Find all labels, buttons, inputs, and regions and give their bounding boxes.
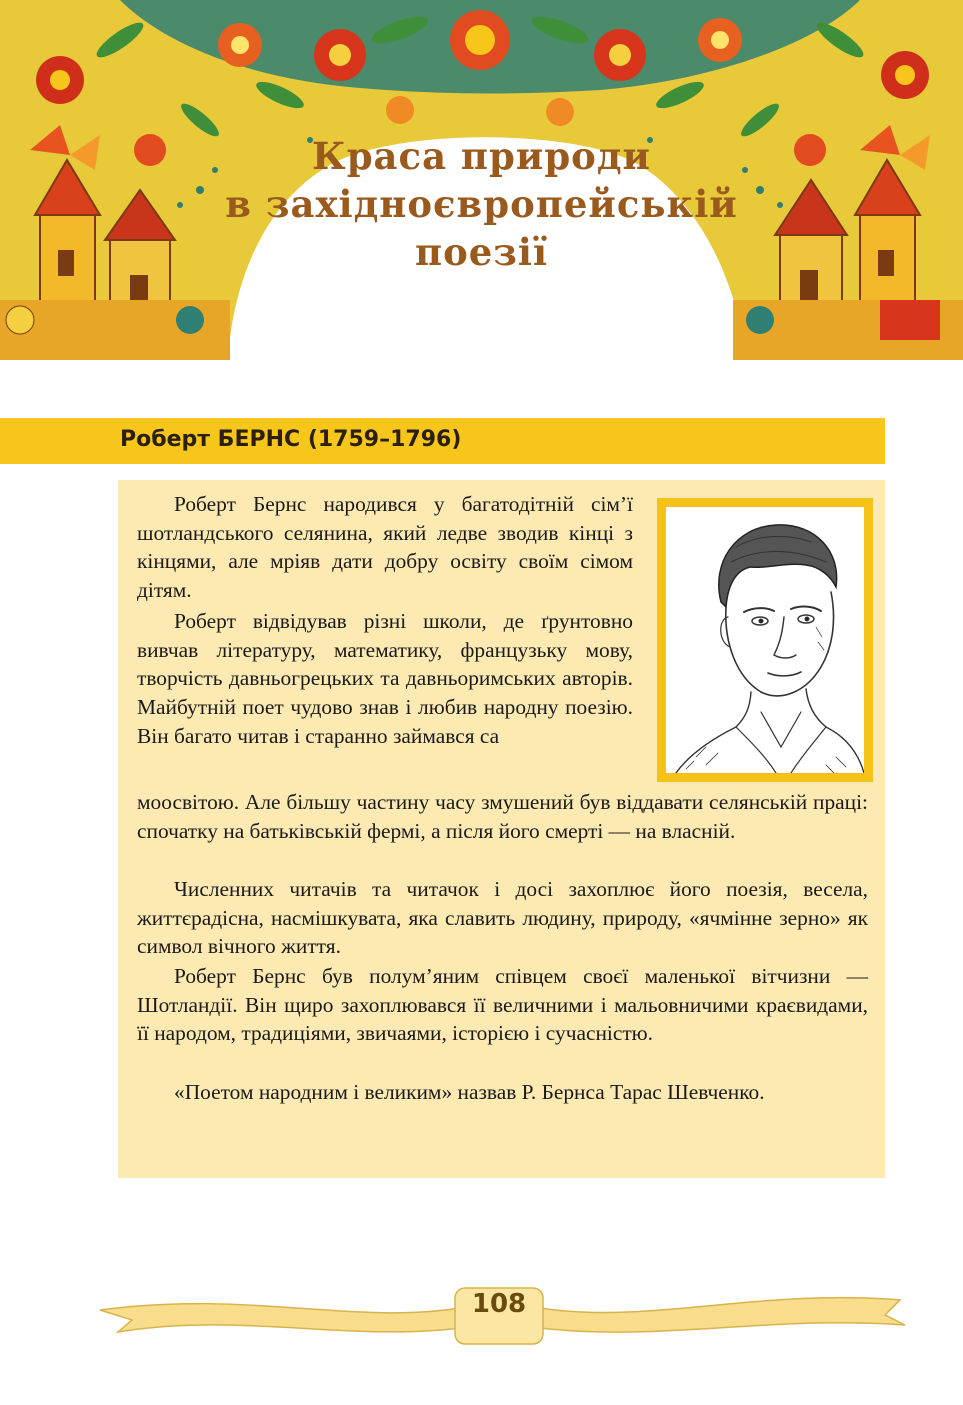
section-heading: Роберт БЕРНС (1759–1796) — [120, 427, 462, 452]
bio-paragraph-2: Роберт відвідував різні школи, де ґрунтовно вивчав літературу, математику, французьку мову, творчість давньогрецьких та давньоримських авторів. Майбутній поет чудово знав і любив народну поезію. Він багато читав і старанно займався са — [137, 609, 633, 748]
bio-paragraph-5: «Поетом народним і великим» назвав Р. Бернса Тарас Шевченко. — [174, 1080, 765, 1104]
bio-paragraph-1: Роберт Бернс народився у багатодітній сім’ї шотландського селянина, який ледве зводив кінці з кінцями, але мріяв дати добру освіту своїм сімом дітям. — [137, 492, 633, 603]
chapter-title-line: в західноєвропейській — [225, 182, 738, 226]
robert-burns-portrait-icon — [666, 507, 864, 773]
bio-paragraph-2-continued: моосвітою. Але більшу частину часу змушений був віддавати селянській праці: спочатку на батьківській фермі, а після його смерті — на власній. — [137, 790, 868, 843]
chapter-title — [200, 132, 763, 276]
header-illustration — [0, 0, 963, 360]
chapter-title-line: Краса природи — [312, 134, 651, 178]
portrait-image — [666, 507, 864, 773]
bio-paragraph-3: Численних читачів та читачок і досі захоплює його поезія, весела, життєрадісна, насмішкувата, яка славить людину, природу, «ячмінне зерно» як символ вічного життя. — [137, 877, 868, 959]
bio-paragraph-4: Роберт Бернс був полум’яним співцем своєї маленької вітчизни — Шотландії. Він щиро захоплювався її величними і мальовничими краєвидами, її народом, традиціями, звичаями, історією і сучасністю. — [137, 964, 868, 1046]
portrait-frame — [657, 498, 873, 782]
biography-box — [118, 480, 885, 1178]
chapter-title-line: поезії — [414, 230, 549, 274]
section-heading-bar — [0, 418, 885, 464]
page-number: 108 — [471, 1289, 527, 1319]
